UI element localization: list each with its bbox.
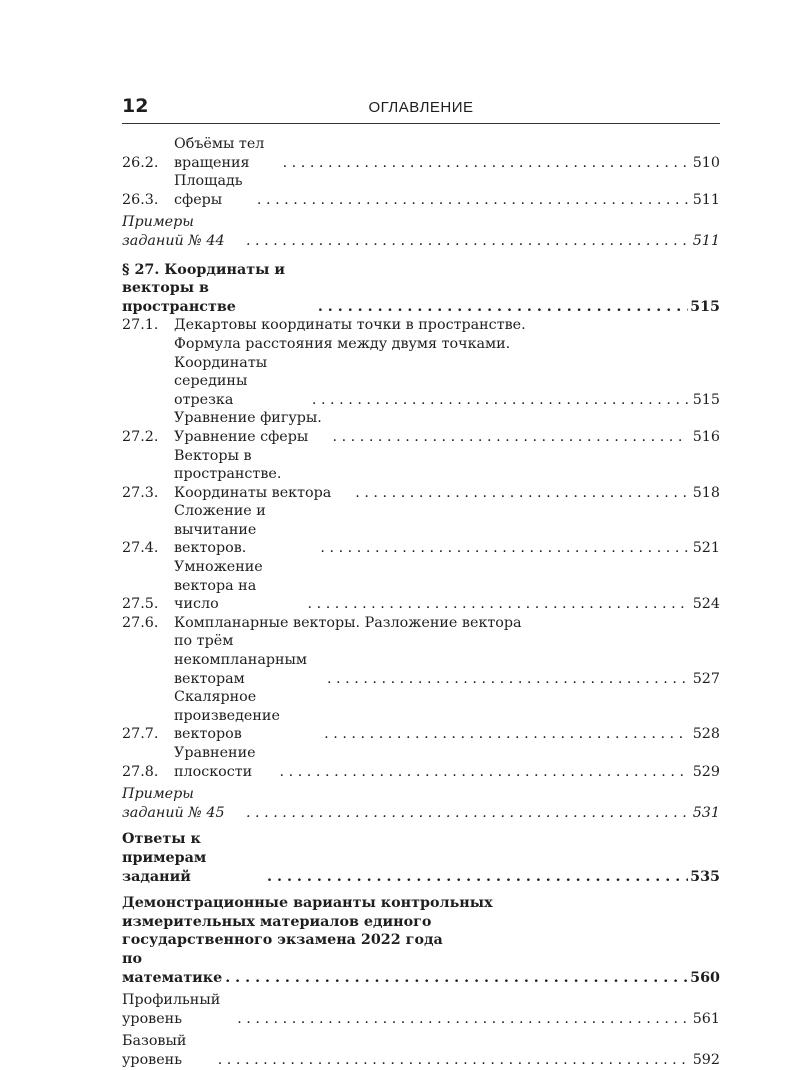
dot-leader [277,763,688,782]
toc-entry-page: 529 [692,763,720,780]
toc-section-title: § 27. Координаты и векторы в пространстве [122,261,286,315]
toc-entry-title: Площадь сферы [174,173,243,208]
toc-section-title-line: Демонстрационные варианты контрольных [122,895,493,912]
toc-entry-title: Объёмы тел вращения [174,136,265,171]
dot-leader [317,539,688,558]
toc-entry-title: Уравнение плоскости [174,745,256,780]
toc-entry-title-line: Декартовы координаты точки в пространстве. [174,317,526,334]
toc-entry-page: 515 [692,391,720,408]
toc-entry-title-line: Формула расстояния между двумя точками. [174,335,511,352]
toc-entry-page: 515 [690,298,720,315]
toc-entry-page: 511 [692,191,720,208]
dot-leader [264,868,688,887]
toc-entry-title-line: Компланарные векторы. Разложение вектора [174,614,522,631]
toc-entry-27-8[interactable] [122,744,720,781]
toc-entry-examples-45[interactable] [122,785,720,822]
toc-entry-number: 27.3. [122,484,159,501]
toc-entry-27-3[interactable] [122,447,720,503]
dot-leader [329,428,688,447]
toc-section-27[interactable] [122,261,720,317]
toc-entry-page: 528 [692,726,720,743]
toc-entry-page: 510 [692,154,720,171]
toc-entry-demo-variants[interactable] [122,894,720,987]
toc-entry-page: 511 [692,232,720,249]
toc-entry-27-2[interactable] [122,409,720,446]
toc-entry-page: 527 [692,670,720,687]
dot-leader [234,1010,688,1029]
toc-entry-page: 561 [692,1010,720,1027]
toc-entry-26-3[interactable] [122,172,720,209]
toc-section-title: Ответы к примерам заданий [122,831,207,885]
toc-entry-title: Примеры заданий № 44 [122,214,225,249]
dot-leader [243,804,688,823]
toc-entry-27-7[interactable] [122,688,720,744]
toc-entry-number: 27.6. [122,614,159,631]
dot-leader [215,1051,688,1070]
toc-entry-26-2[interactable] [122,135,720,172]
toc-entry-title: Умножение вектора на число [174,559,263,613]
toc-entry-title: Скалярное произведение векторов [174,689,280,743]
toc-entry-title-line: по трём некомпланарным векторам [174,633,308,687]
toc-entry-27-6[interactable] [122,614,720,688]
toc-entry-page: 531 [692,804,720,821]
toc-entry-27-1[interactable] [122,316,720,409]
header-divider [122,123,720,124]
dot-leader [324,670,688,689]
toc-entry-number: 27.5. [122,596,159,613]
page-number: 12 [122,95,149,117]
toc-entry-page: 518 [692,484,720,501]
dot-leader [280,154,688,173]
toc-entry-page: 516 [692,428,720,445]
toc-entry-page: 524 [692,596,720,613]
table-of-contents [122,135,720,1070]
dot-leader [222,969,688,988]
dot-leader [352,484,688,503]
toc-entry-answers[interactable] [122,830,720,886]
toc-section-title-line: измерительных материалов единого [122,913,432,930]
toc-entry-number: 26.2. [122,154,159,171]
toc-entry-profile-level[interactable] [122,991,720,1028]
running-title: ОГЛАВЛЕНИЕ [368,99,474,116]
toc-entry-title-line: Координаты середины отрезка [174,354,268,408]
toc-entry-number: 27.8. [122,763,159,780]
toc-entry-number: 26.3. [122,191,159,208]
toc-entry-title: Примеры заданий № 45 [122,786,225,821]
dot-leader [254,191,688,210]
toc-entry-title: Векторы в пространстве. Координаты вектора [174,447,332,501]
toc-entry-examples-44[interactable] [122,213,720,250]
dot-leader [305,595,688,614]
toc-entry-number: 27.2. [122,428,159,445]
dot-leader [315,298,688,317]
toc-entry-page: 592 [692,1051,720,1068]
toc-entry-page: 535 [690,868,720,885]
toc-entry-title: Сложение и вычитание векторов. [174,503,266,557]
dot-leader [309,391,688,410]
toc-entry-basic-level[interactable] [122,1032,720,1069]
toc-entry-27-5[interactable] [122,558,720,614]
toc-entry-number: 27.7. [122,726,159,743]
toc-entry-27-4[interactable] [122,502,720,558]
toc-entry-page: 521 [692,540,720,557]
toc-entry-number: 27.1. [122,317,159,334]
toc-entry-page: 560 [690,969,720,986]
toc-section-title-line: по математике [122,950,223,986]
dot-leader [321,725,688,744]
toc-entry-title: Профильный уровень [122,992,221,1027]
toc-section-title-line: государственного экзамена 2022 года [122,932,443,949]
toc-entry-title: Базовый уровень [122,1033,187,1068]
dot-leader [243,232,688,251]
toc-entry-number: 27.4. [122,540,159,557]
toc-entry-title: Уравнение фигуры. Уравнение сферы [174,410,322,445]
